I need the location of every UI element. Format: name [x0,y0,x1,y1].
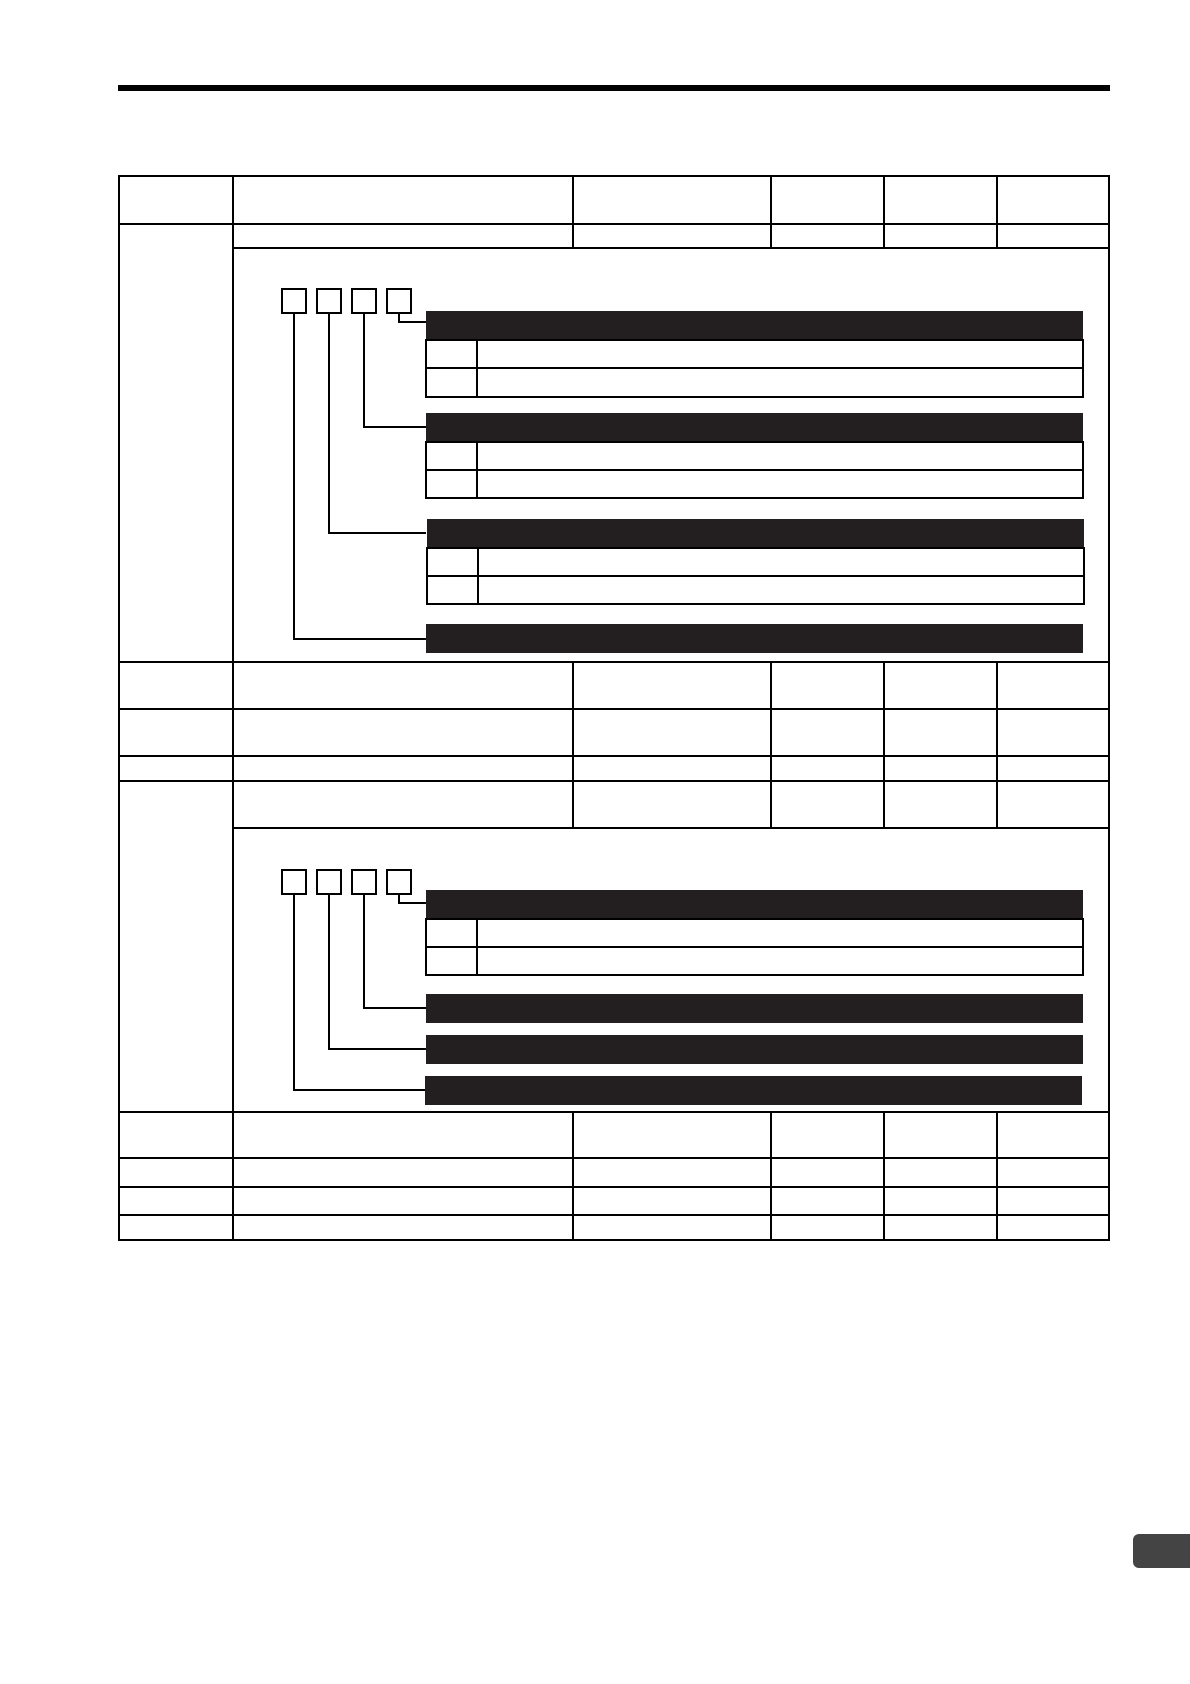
leader-line [399,894,426,903]
digit-box [387,870,411,894]
leader-line [364,894,426,1008]
digit-box [282,870,306,894]
chapter-tab [1133,1534,1190,1568]
digit-box [352,870,376,894]
digit-box [317,870,341,894]
group-header-bar [425,1076,1082,1105]
group-header-bar [426,890,1083,919]
leader-line [294,894,425,1090]
group-header-bar [426,1035,1083,1064]
leader-line [329,894,426,1049]
group-header-bar [426,994,1083,1023]
